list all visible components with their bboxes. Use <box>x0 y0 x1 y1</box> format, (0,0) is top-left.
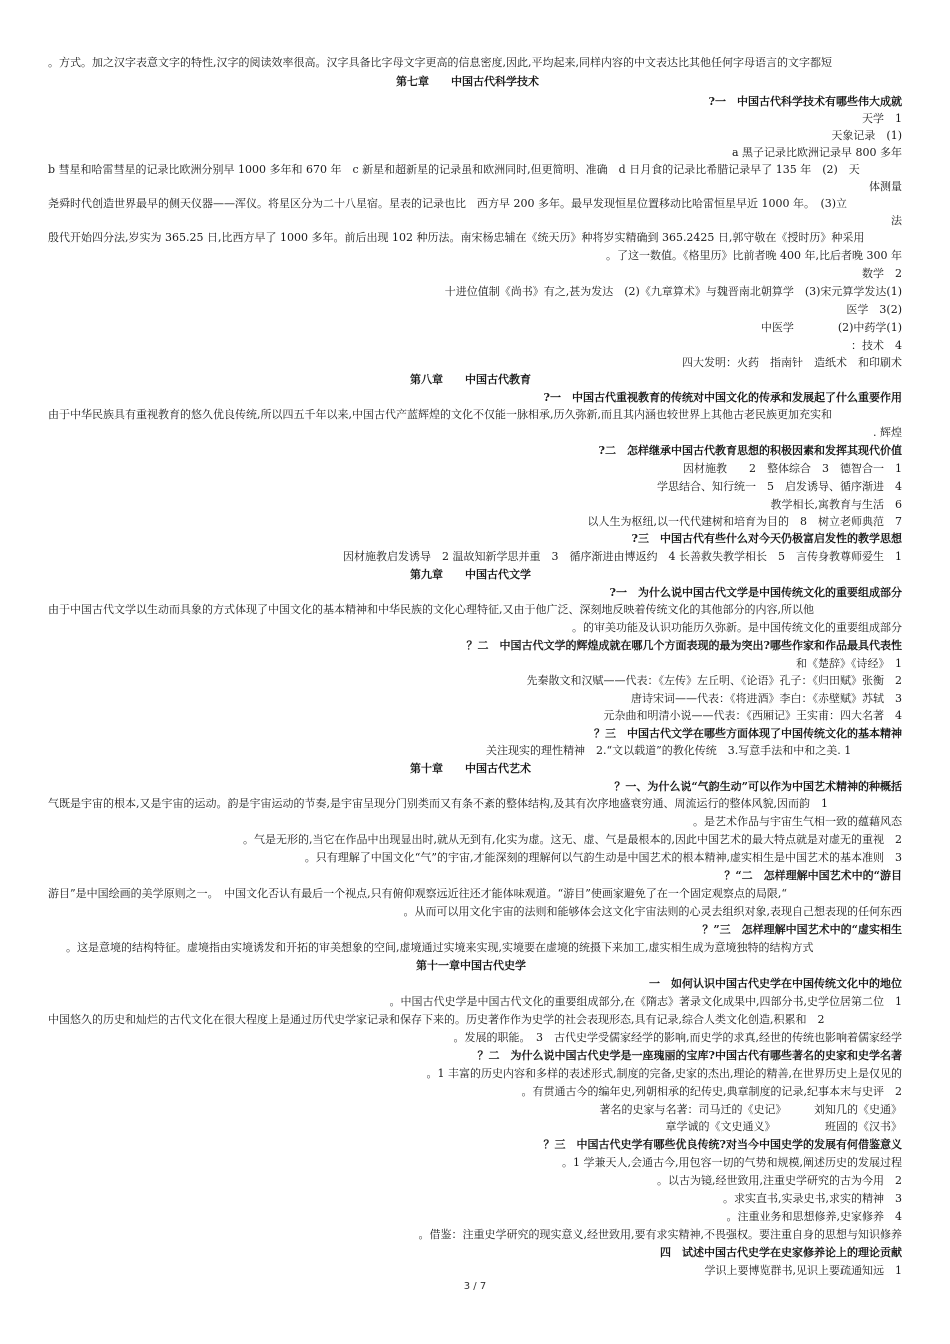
text-line: 元杂曲和明清小说——代表：《西厢记》王实甫：四大名著 4 <box>603 709 902 722</box>
text-line: 。求实直书,实录史书,求实的精神 3 <box>723 1192 902 1205</box>
text-line: 教学相长,寓教育与生活 6 <box>770 498 902 511</box>
section-heading: ？三 中国古代史学有哪些优良传统?对当今中国史学的发展有何借鉴意义 <box>543 1138 902 1151</box>
section-heading: ?三 中国古代有些什么对今天仍极富启发性的教学思想 <box>631 532 902 545</box>
text-line: 先秦散文和汉赋——代表：《左传》左丘明、《论语》孔子：《归田赋》张衡 2 <box>526 674 902 687</box>
text-line: 。从而可以用文化宇宙的法则和能够体会这文化宇宙法则的心灵去组织对象,表现自己想表现的任何东西 <box>403 905 902 918</box>
text-line: 天象记录 (1) <box>831 129 902 142</box>
text-line: . 辉煌 <box>873 426 902 439</box>
chapter-heading: 第十章 中国古代艺术 <box>410 762 531 775</box>
section-heading: 一 如何认识中国古代史学在中国传统文化中的地位 <box>649 977 902 990</box>
section-heading: ？二 中国古代文学的辉煌成就在哪几个方面表现的最为突出?哪些作家和作品最具代表性 <box>466 639 902 652</box>
text-line: 由于中国古代文学以生动而具象的方式体现了中国文化的基本精神和中华民族的文化心理特征,又由于他广泛、深刻地反映着传统文化的其他部分的内容,所以他 <box>48 603 814 616</box>
text-line: 。了这一数值。《格里历》比前者晚 400 年,比后者晚 300 年 <box>606 249 902 262</box>
text-line: 。1 学兼天人,会通古今,用包容一切的气势和规模,阐述历史的发展过程 <box>562 1156 902 1169</box>
text-line: 学思结合、知行统一 5 启发诱导、循序渐进 4 <box>657 480 902 493</box>
text-line: 。中国古代史学是中国古代文化的重要组成部分,在《隋志》著录文化成果中,四部分书,史学位居第二位 1 <box>389 995 902 1008</box>
text-line: 中国悠久的历史和灿烂的古代文化在很大程度上是通过历代史学家记录和保存下来的。历史著作作为史学的社会表现形态,具有记录,综合人类文化创造,积累和 2 <box>48 1013 825 1026</box>
text-line: 由于中华民族具有重视教育的悠久优良传统,所以四五千年以来,中国古代产蓝辉煌的文化不仅能一脉相承,历久弥新,而且其内涵也较世界上其他古老民族更加充实和 <box>48 408 832 421</box>
section-heading: ?一 为什么说中国古代文学是中国传统文化的重要组成部分 <box>609 586 902 599</box>
text-line: 游目”是中国绘画的美学原则之一。 中国文化否认有最后一个视点,只有俯仰观察远近往还才能体味观道。“游目”使画家避免了在一个固定观察点的局限,“ <box>48 887 787 900</box>
text-line: 天学 1 <box>862 112 902 125</box>
text-line: 因材施教 2 整体综合 3 德智合一 1 <box>683 462 902 475</box>
text-line: 体测量 <box>869 180 902 193</box>
text-line: 学识上要博览群书,见识上要疏通知远 1 <box>704 1264 902 1277</box>
chapter-heading: 第十一章中国古代史学 <box>416 959 526 972</box>
text-line: 殷代开始四分法,岁实为 365.25 日,比西方早了 1000 多年。前后出现 102 种历法。南宋杨忠辅在《统天历》种将岁实精确到 365.2425 日,郭守敬在《授时历》种采用 <box>48 231 865 244</box>
text-line: 因材施教启发诱导 2 温故知新学思并重 3 循序渐进由博返约 4 长善救失教学相长 5 言传身教尊师爱生 1 <box>343 550 902 563</box>
section-heading: 四 试述中国古代史学在史家修养论上的理论贡献 <box>660 1246 902 1259</box>
section-heading: ？“二 怎样理解中国艺术中的“游目 <box>724 869 902 882</box>
text-line: 。这是意境的结构特征。虚境指由实境诱发和开拓的审美想象的空间,虚境通过实境来实现,实境要在虚境的统摄下来加工,虚实相生成为意境独特的结构方式 <box>66 941 814 954</box>
section-heading: ?一 中国古代科学技术有哪些伟大成就 <box>708 95 902 108</box>
chapter-heading: 第八章 中国古代教育 <box>410 373 531 386</box>
text-line: 。方式。加之汉字表意文字的特性,汉字的阅读效率很高。汉字具备比字母文字更高的信息密度,因此,平均起来,同样内容的中文表达比其他任何字母语言的文字都短 <box>48 56 832 69</box>
text-line: 。有贯通古今的编年史,列朝相承的纪传史,典章制度的记录,纪事本末与史评 2 <box>521 1085 902 1098</box>
section-heading: ?二 怎样继承中国古代教育思想的积极因素和发挥其现代价值 <box>598 444 902 457</box>
text-line: 关注现实的理性精神 2.“文以载道”的教化传统 3.写意手法和中和之美. 1 <box>486 744 852 757</box>
chapter-heading: 第九章 中国古代文学 <box>410 568 531 581</box>
text-line: 以人生为枢纽,以一代代建树和培育为目的 8 树立老师典范 7 <box>587 515 902 528</box>
text-line: 尧舜时代创造世界最早的侧天仪器——浑仪。将星区分为二十八星宿。星表的记录也比 西方早 200 多年。最早发现恒星位置移动比哈雷恒星早近 1000 年。 (3)立 <box>48 197 848 210</box>
text-line: ：技术 4 <box>851 339 902 352</box>
text-line: 章学诚的《文史通义》 班固的《汉书》 <box>665 1120 902 1133</box>
text-line: a 黑子记录比欧洲记录早 800 多年 <box>731 146 902 159</box>
text-line: 。借鉴：注重史学研究的现实意义,经世致用,要有求实精神,不畏强权。要注重自身的思想与知识修养 <box>418 1228 902 1241</box>
section-heading: ？二 为什么说中国古代史学是一座瑰丽的宝库?中国古代有哪些著名的史家和史学名著 <box>477 1049 902 1062</box>
page-number: 3 / 7 <box>463 1281 487 1292</box>
text-line: 医学 3(2) <box>846 303 902 316</box>
text-line: 。注重业务和思想修养,史家修养 4 <box>726 1210 902 1223</box>
text-line: 气既是宇宙的根本,又是宇宙的运动。韵是宇宙运动的节奏,是宇宙呈现分门别类而又有条不紊的整体结构,及其有次序地盛衰穷通、周流运行的整体风貌,因而韵 1 <box>48 797 828 810</box>
text-line: b 彗星和哈雷彗星的记录比欧洲分别早 1000 多年和 670 年 c 新星和超新星的记录虽和欧洲同时,但更简明、准确 d 日月食的记录比希腊记录早了 135 年 (2) 天 <box>48 163 860 176</box>
text-line: 唐诗宋词——代表：《将进酒》李白：《赤壁赋》苏轼 3 <box>631 692 902 705</box>
text-line: 四大发明：火药 指南针 造纸术 和印刷术 <box>682 356 902 369</box>
text-line: 。只有理解了中国文化“气”的宇宙,才能深刻的理解何以气韵生动是中国艺术的根本精神,虚实相生是中国艺术的基本准则 3 <box>304 851 902 864</box>
text-line: 。以古为镜,经世致用,注重史学研究的古为今用 2 <box>657 1174 902 1187</box>
text-line: 。气是无形的,当它在作品中出现显出时,就从无到有,化实为虚。这无、虚、气是最根本的,因此中国艺术的最大特点就是对虚无的重视 2 <box>243 833 902 846</box>
text-line: 数学 2 <box>862 267 902 280</box>
chapter-heading: 第七章 中国古代科学技术 <box>396 75 539 88</box>
text-line: 十进位值制《尚书》有之,甚为发达 (2)《九章算术》与魏晋南北朝算学 (3)宋元算学发达(1) <box>444 285 902 298</box>
text-line: 。发展的职能。 3 古代史学受儒家经学的影响,而史学的求真,经世的传统也影响着儒家经学 <box>453 1031 902 1044</box>
section-heading: ?一 中国古代重视教育的传统对中国文化的传承和发展起了什么重要作用 <box>543 391 902 404</box>
text-line: 和《楚辞》《诗经》 1 <box>796 657 902 670</box>
text-line: 法 <box>891 214 902 227</box>
text-line: 。的审美功能及认识功能历久弥新。是中国传统文化的重要组成部分 <box>572 621 902 634</box>
section-heading: ？一、为什么说“气韵生动”可以作为中国艺术精神的种概括 <box>614 780 902 793</box>
text-line: 著名的史家与名著：司马迁的《史记》 刘知几的《史通》 <box>599 1103 902 1116</box>
section-heading: ？”三 怎样理解中国艺术中的“虚实相生 <box>702 923 902 936</box>
text-line: 中医学 (2)中药学(1) <box>760 321 902 334</box>
text-line: 。是艺术作品与宇宙生气相一致的蕴藉风态 <box>693 815 902 828</box>
text-line: 。1 丰富的历史内容和多样的表述形式,制度的完备,史家的杰出,理论的精善,在世界历史上是仅见的 <box>426 1067 902 1080</box>
section-heading: ？三 中国古代文学在哪些方面体现了中国传统文化的基本精神 <box>594 727 902 740</box>
